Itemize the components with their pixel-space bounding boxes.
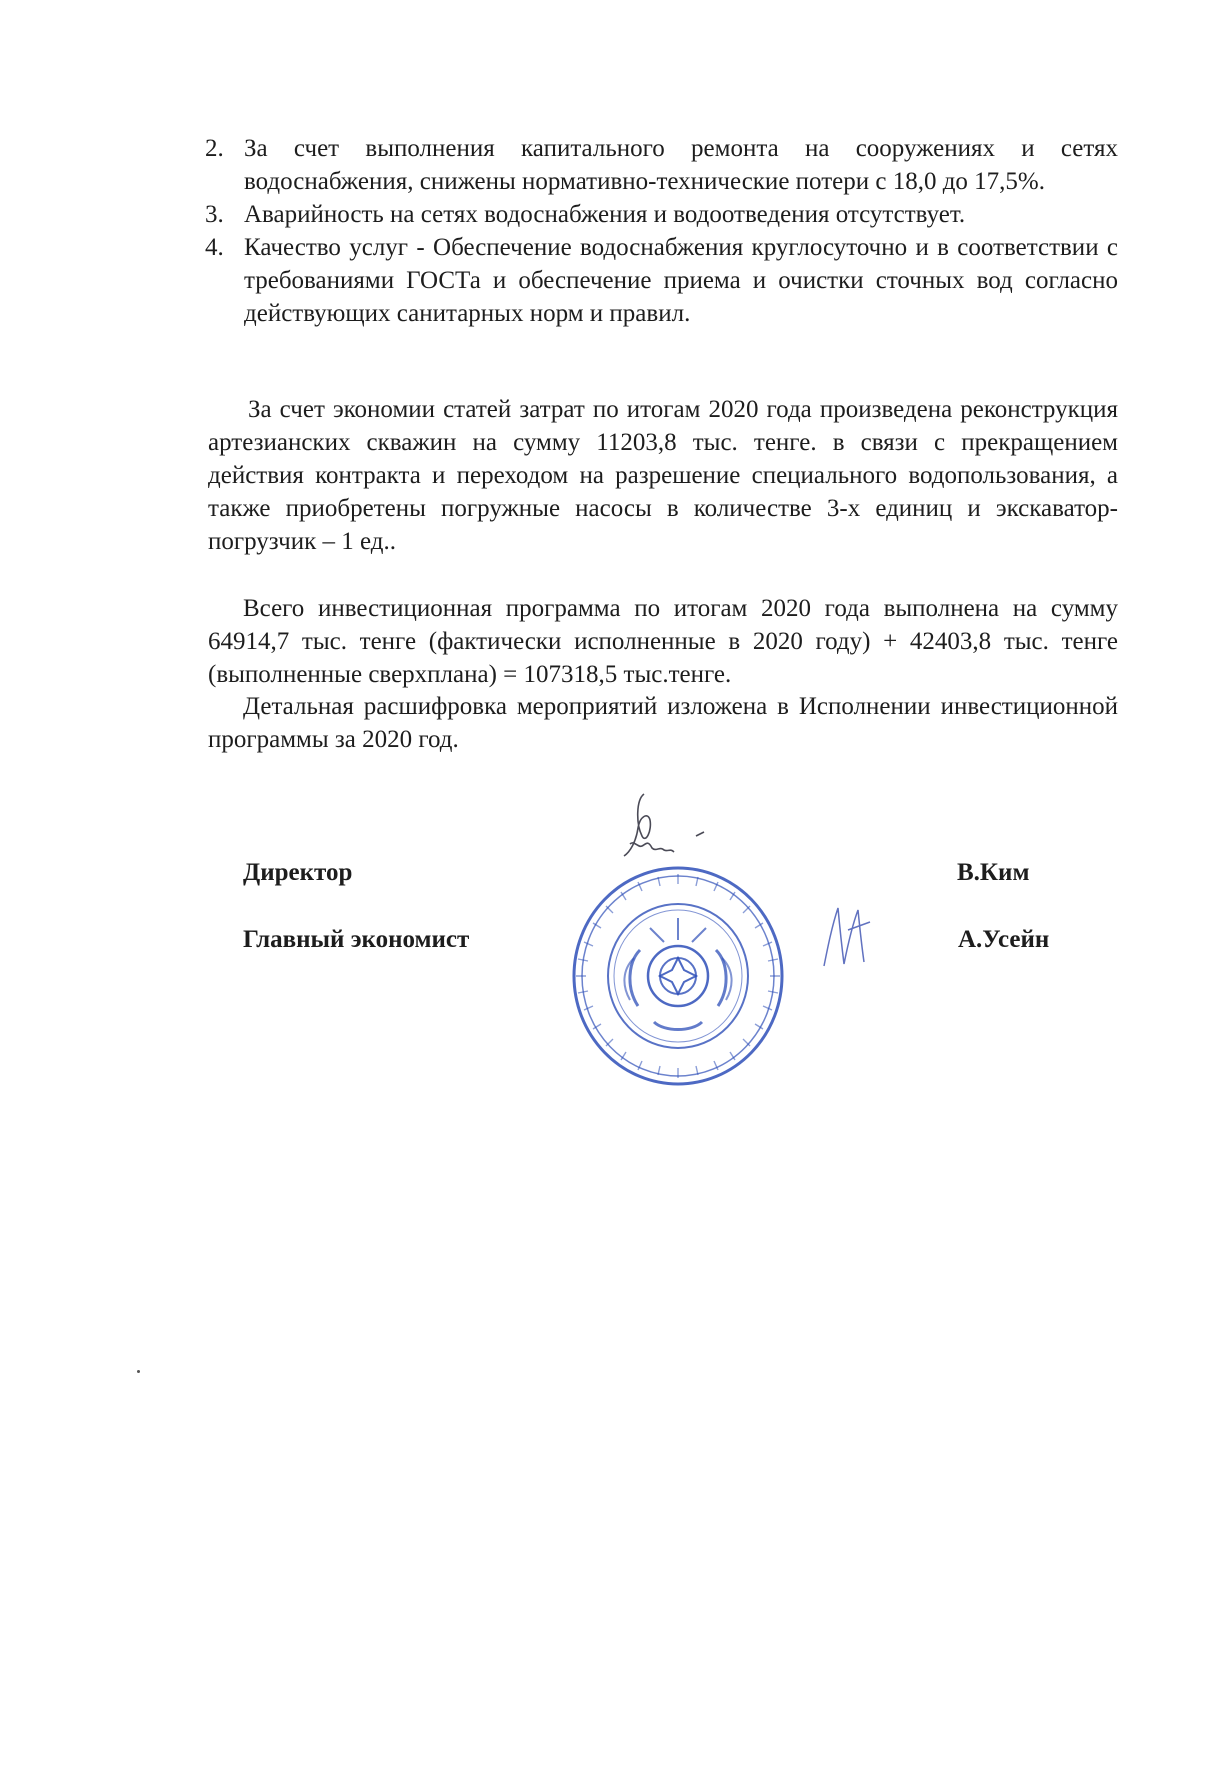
official-seal-icon <box>568 862 788 1090</box>
economist-name: А.Усейн <box>958 926 1050 953</box>
economist-signature-icon <box>818 900 876 972</box>
list-item-text: Качество услуг - Обеспечение водоснабжения круглосуточно и в соответствии с требованиями ГОСТа и обеспечение приема и очистки сточных вод согласно действующих санитарных норм и правил. <box>244 234 1118 327</box>
list-item <box>200 132 1118 198</box>
list-item-number: 4. <box>205 234 224 261</box>
director-name: В.Ким <box>957 859 1030 886</box>
director-signature-icon <box>600 790 720 880</box>
list-item <box>200 198 1118 231</box>
results-list <box>200 132 1118 330</box>
director-label: Директор <box>243 859 353 886</box>
list-item-number: 2. <box>205 135 224 162</box>
list-item-text: Аварийность на сетях водоснабжения и водоотведения отсутствует. <box>244 201 966 228</box>
economist-label: Главный экономист <box>243 926 470 953</box>
list-item-text: За счет выполнения капитального ремонта на сооружениях и сетях водоснабжения, снижены нормативно-технические потери с 18,0 до 17,5%. <box>244 135 1118 195</box>
scan-speck <box>137 1370 140 1373</box>
details-paragraph: Детальная расшифровка мероприятий изложена в Исполнении инвестиционной программы за 2020 год. <box>208 693 1118 753</box>
savings-paragraph: За счет экономии статей затрат по итогам 2020 года произведена реконструкция артезианских скважин на сумму 11203,8 тыс. тенге. в связи с прекращением действия контракта и переходом на разрешение специального водопользования, а также приобретены погружные насосы в количестве 3-х единиц и экскаватор-погрузчик – 1 ед.. <box>208 396 1118 555</box>
total-paragraph: Всего инвестиционная программа по итогам 2020 года выполнена на сумму 64914,7 тыс. тенге (фактически исполненные в 2020 году) + 42403,8 тыс. тенге (выполненные сверхплана) = 107318,5 тыс.тенге. <box>208 595 1118 688</box>
list-item <box>200 231 1118 330</box>
list-item-number: 3. <box>205 201 224 228</box>
